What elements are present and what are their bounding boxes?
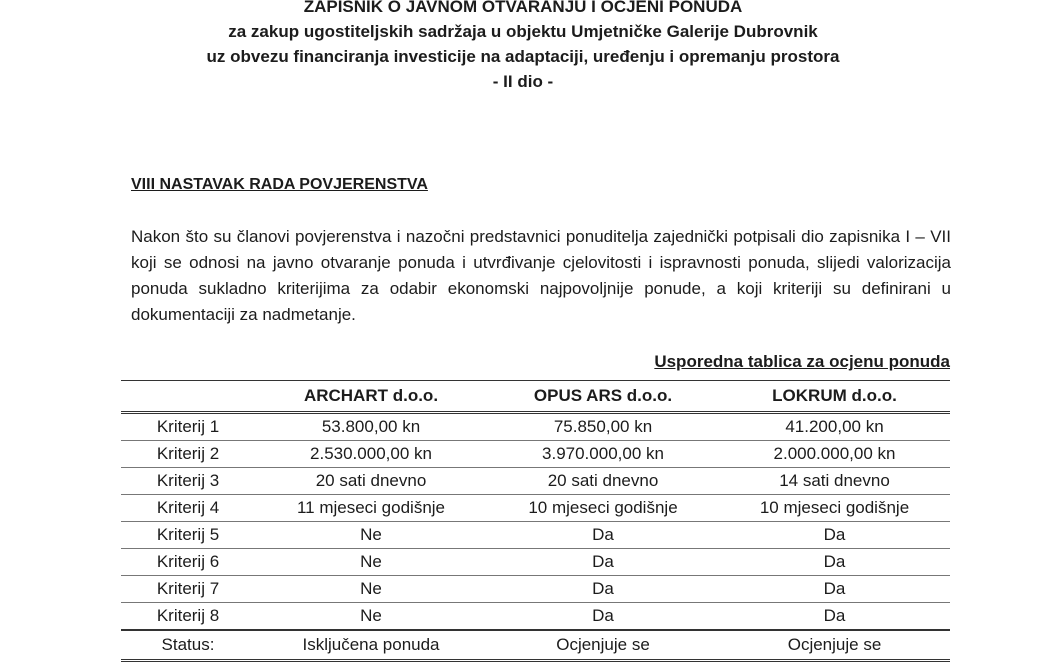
table-header-row xyxy=(121,381,950,413)
cell-archart: 53.800,00 kn xyxy=(255,413,487,441)
cell-archart: 20 sati dnevno xyxy=(255,468,487,495)
cell-archart: 2.530.000,00 kn xyxy=(255,441,487,468)
cell-lokrum: Da xyxy=(719,576,950,603)
header-title: ZAPISNIK O JAVNOM OTVARANJU I OCJENI PONUDA xyxy=(303,0,743,16)
header-subtitle-1: za zakup ugostiteljskih sadržaja u objektu Umjetničke Galerije Dubrovnik xyxy=(228,22,818,41)
cell-lokrum: Da xyxy=(719,549,950,576)
cell-lokrum: Da xyxy=(719,603,950,631)
row-label: Kriterij 4 xyxy=(121,495,255,522)
status-archart: Isključena ponuda xyxy=(255,630,487,661)
row-label: Kriterij 6 xyxy=(121,549,255,576)
cell-lokrum: 2.000.000,00 kn xyxy=(719,441,950,468)
column-header-opus-ars: OPUS ARS d.o.o. xyxy=(487,381,719,413)
column-header-lokrum: LOKRUM d.o.o. xyxy=(719,381,950,413)
column-header-archart: ARCHART d.o.o. xyxy=(255,381,487,413)
cell-archart: Ne xyxy=(255,576,487,603)
cell-lokrum: 10 mjeseci godišnje xyxy=(719,495,950,522)
cell-opus-ars: Da xyxy=(487,603,719,631)
cell-lokrum: 14 sati dnevno xyxy=(719,468,950,495)
header-part: - II dio - xyxy=(492,72,554,91)
cell-lokrum: 41.200,00 kn xyxy=(719,413,950,441)
cell-opus-ars: 10 mjeseci godišnje xyxy=(487,495,719,522)
cell-archart: Ne xyxy=(255,603,487,631)
table-row xyxy=(121,603,950,631)
table-row xyxy=(121,576,950,603)
row-label: Kriterij 7 xyxy=(121,576,255,603)
section-title: VIII NASTAVAK RADA POVJERENSTVA xyxy=(131,176,428,193)
row-label: Kriterij 8 xyxy=(121,603,255,631)
table-row xyxy=(121,441,950,468)
status-label: Status: xyxy=(121,630,255,661)
table-row xyxy=(121,413,950,441)
cell-archart: 11 mjeseci godišnje xyxy=(255,495,487,522)
cell-opus-ars: Da xyxy=(487,576,719,603)
row-label: Kriterij 5 xyxy=(121,522,255,549)
column-header-label xyxy=(121,381,255,413)
status-row xyxy=(121,630,950,661)
cell-opus-ars: 3.970.000,00 kn xyxy=(487,441,719,468)
table-row xyxy=(121,468,950,495)
row-label: Kriterij 3 xyxy=(121,468,255,495)
cell-archart: Ne xyxy=(255,522,487,549)
document-header xyxy=(0,0,1046,94)
table-row xyxy=(121,549,950,576)
status-lokrum: Ocjenjuje se xyxy=(719,630,950,661)
cell-opus-ars: 20 sati dnevno xyxy=(487,468,719,495)
table-caption: Usporedna tablica za ocjenu ponuda xyxy=(654,352,950,371)
cell-opus-ars: Da xyxy=(487,549,719,576)
cell-lokrum: Da xyxy=(719,522,950,549)
section-paragraph: Nakon što su članovi povjerenstva i nazočni predstavnici ponuditelja zajednički potpisali dio zapisnika I – VII koji se odnosi na javno otvaranje ponuda i utvrđivanje cjelovitosti i ispravnosti ponuda, slijedi valorizacija ponuda sukladno kriterijima za odabir ekonomski najpovoljnije ponude, a koji kriteriji su definirani u dokumentaciji za nadmetanje. xyxy=(131,227,951,324)
row-label: Kriterij 2 xyxy=(121,441,255,468)
status-opus-ars: Ocjenjuje se xyxy=(487,630,719,661)
header-subtitle-2: uz obvezu financiranja investicije na adaptaciji, uređenju i opremanju prostora xyxy=(206,47,840,66)
table-row xyxy=(121,522,950,549)
cell-opus-ars: Da xyxy=(487,522,719,549)
comparison-table xyxy=(121,380,950,662)
table-row xyxy=(121,495,950,522)
cell-archart: Ne xyxy=(255,549,487,576)
cell-opus-ars: 75.850,00 kn xyxy=(487,413,719,441)
row-label: Kriterij 1 xyxy=(121,413,255,441)
